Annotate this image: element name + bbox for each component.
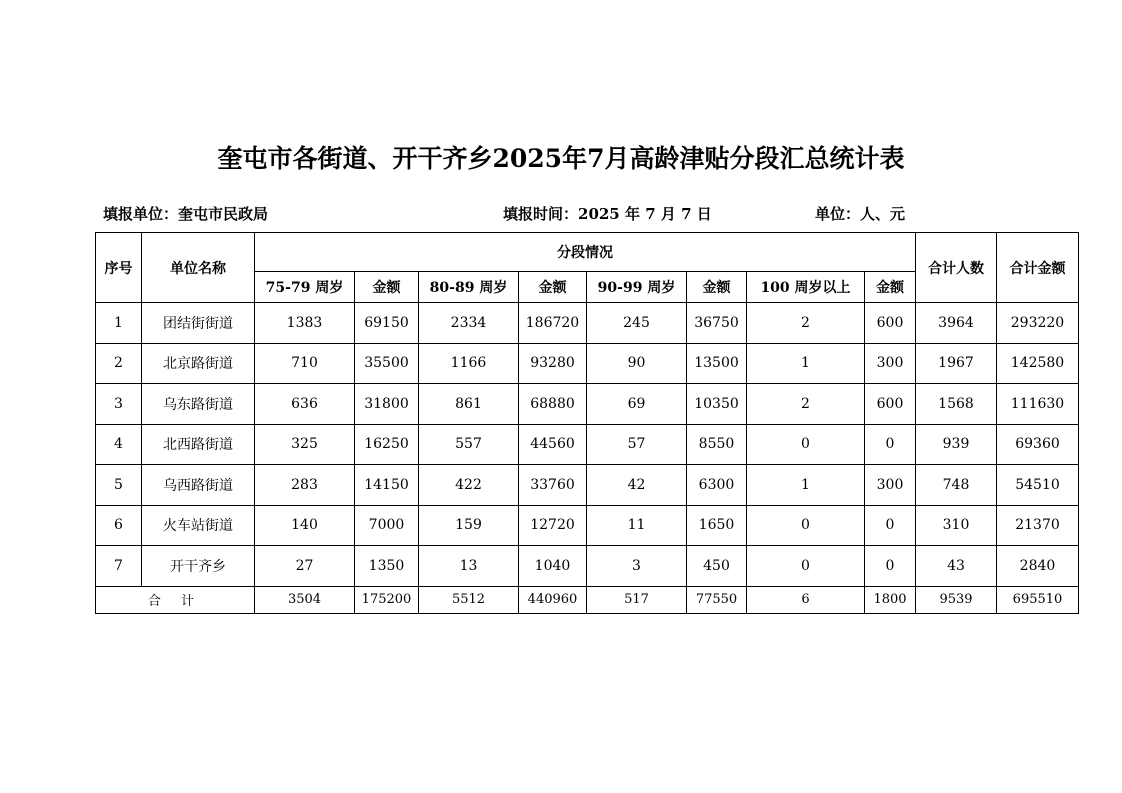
header-sub-6: 100 周岁以上 — [747, 272, 865, 303]
cell-value: 710 — [255, 343, 355, 384]
cell-seq: 1 — [96, 303, 142, 344]
cell-value: 12720 — [519, 505, 587, 546]
cell-value: 2840 — [997, 546, 1079, 587]
cell-value: 21370 — [997, 505, 1079, 546]
cell-value: 7000 — [355, 505, 419, 546]
total-label: 合 计 — [96, 586, 255, 613]
summary-table — [95, 232, 1079, 614]
table-row — [96, 546, 1079, 587]
cell-value: 0 — [865, 505, 916, 546]
cell-value: 300 — [865, 343, 916, 384]
cell-value: 27 — [255, 546, 355, 587]
cell-value: 283 — [255, 465, 355, 506]
cell-unit-name: 北西路街道 — [142, 424, 255, 465]
unit-of-measure: 单位：人、元 — [815, 205, 906, 223]
cell-value: 186720 — [519, 303, 587, 344]
cell-value: 1 — [747, 465, 865, 506]
cell-unit-name: 火车站街道 — [142, 505, 255, 546]
cell-value: 636 — [255, 384, 355, 425]
cell-seq: 5 — [96, 465, 142, 506]
cell-value: 140 — [255, 505, 355, 546]
cell-value: 1350 — [355, 546, 419, 587]
header-total-amount: 合计金额 — [997, 233, 1079, 303]
cell-value: 54510 — [997, 465, 1079, 506]
cell-value: 57 — [587, 424, 687, 465]
cell-value: 11 — [587, 505, 687, 546]
table-row — [96, 424, 1079, 465]
cell-unit-name: 乌西路街道 — [142, 465, 255, 506]
cell-value: 1568 — [916, 384, 997, 425]
cell-value: 10350 — [687, 384, 747, 425]
header-seq: 序号 — [96, 233, 142, 303]
cell-value: 3 — [587, 546, 687, 587]
cell-unit-name: 北京路街道 — [142, 343, 255, 384]
cell-value: 142580 — [997, 343, 1079, 384]
cell-value: 861 — [419, 384, 519, 425]
header-sub-5: 金额 — [687, 272, 747, 303]
cell-value: 159 — [419, 505, 519, 546]
cell-seq: 2 — [96, 343, 142, 384]
cell-value: 1650 — [687, 505, 747, 546]
cell-value: 310 — [916, 505, 997, 546]
cell-value: 16250 — [355, 424, 419, 465]
cell-value: 68880 — [519, 384, 587, 425]
cell-value: 2 — [747, 384, 865, 425]
cell-value: 36750 — [687, 303, 747, 344]
table-row — [96, 505, 1079, 546]
cell-value: 69 — [587, 384, 687, 425]
cell-value: 69360 — [997, 424, 1079, 465]
header-sub-0: 75-79 周岁 — [255, 272, 355, 303]
cell-value: 111630 — [997, 384, 1079, 425]
cell-value: 2 — [747, 303, 865, 344]
cell-value: 0 — [747, 546, 865, 587]
cell-value: 600 — [865, 303, 916, 344]
cell-value: 1 — [747, 343, 865, 384]
total-value: 695510 — [997, 586, 1079, 613]
cell-seq: 4 — [96, 424, 142, 465]
total-row — [96, 586, 1079, 613]
cell-unit-name: 开干齐乡 — [142, 546, 255, 587]
cell-value: 0 — [747, 424, 865, 465]
cell-value: 1166 — [419, 343, 519, 384]
cell-value: 42 — [587, 465, 687, 506]
cell-value: 1040 — [519, 546, 587, 587]
total-value: 1800 — [865, 586, 916, 613]
cell-value: 245 — [587, 303, 687, 344]
total-value: 5512 — [419, 586, 519, 613]
cell-value: 0 — [865, 546, 916, 587]
cell-value: 8550 — [687, 424, 747, 465]
cell-value: 13500 — [687, 343, 747, 384]
cell-value: 600 — [865, 384, 916, 425]
header-sub-7: 金额 — [865, 272, 916, 303]
cell-value: 35500 — [355, 343, 419, 384]
cell-value: 0 — [747, 505, 865, 546]
cell-value: 31800 — [355, 384, 419, 425]
cell-value: 1383 — [255, 303, 355, 344]
cell-unit-name: 乌东路街道 — [142, 384, 255, 425]
cell-seq: 6 — [96, 505, 142, 546]
page-title: 奎屯市各街道、开干齐乡2025年7月高龄津贴分段汇总统计表 — [217, 144, 905, 173]
cell-value: 69150 — [355, 303, 419, 344]
cell-value: 293220 — [997, 303, 1079, 344]
cell-value: 14150 — [355, 465, 419, 506]
cell-value: 0 — [865, 424, 916, 465]
cell-value: 44560 — [519, 424, 587, 465]
cell-value: 3964 — [916, 303, 997, 344]
cell-value: 2334 — [419, 303, 519, 344]
total-value: 517 — [587, 586, 687, 613]
reporting-unit: 填报单位：奎屯市民政局 — [103, 205, 269, 223]
total-value: 6 — [747, 586, 865, 613]
cell-value: 748 — [916, 465, 997, 506]
cell-value: 93280 — [519, 343, 587, 384]
reporting-date: 填报时间：2025 年 7 月 7 日 — [503, 205, 712, 223]
cell-value: 325 — [255, 424, 355, 465]
cell-unit-name: 团结街街道 — [142, 303, 255, 344]
cell-seq: 7 — [96, 546, 142, 587]
table-row — [96, 343, 1079, 384]
cell-seq: 3 — [96, 384, 142, 425]
cell-value: 43 — [916, 546, 997, 587]
table-row — [96, 465, 1079, 506]
header-unit-name: 单位名称 — [142, 233, 255, 303]
total-value: 175200 — [355, 586, 419, 613]
header-sub-3: 金额 — [519, 272, 587, 303]
cell-value: 33760 — [519, 465, 587, 506]
cell-value: 1967 — [916, 343, 997, 384]
total-value: 77550 — [687, 586, 747, 613]
table-row — [96, 384, 1079, 425]
cell-value: 939 — [916, 424, 997, 465]
cell-value: 300 — [865, 465, 916, 506]
cell-value: 13 — [419, 546, 519, 587]
header-sub-1: 金额 — [355, 272, 419, 303]
total-value: 440960 — [519, 586, 587, 613]
header-sub-2: 80-89 周岁 — [419, 272, 519, 303]
table-row — [96, 303, 1079, 344]
cell-value: 450 — [687, 546, 747, 587]
total-value: 3504 — [255, 586, 355, 613]
cell-value: 6300 — [687, 465, 747, 506]
total-value: 9539 — [916, 586, 997, 613]
cell-value: 422 — [419, 465, 519, 506]
cell-value: 90 — [587, 343, 687, 384]
header-sub-4: 90-99 周岁 — [587, 272, 687, 303]
header-segment-group: 分段情况 — [255, 233, 916, 272]
header-total-people: 合计人数 — [916, 233, 997, 303]
cell-value: 557 — [419, 424, 519, 465]
